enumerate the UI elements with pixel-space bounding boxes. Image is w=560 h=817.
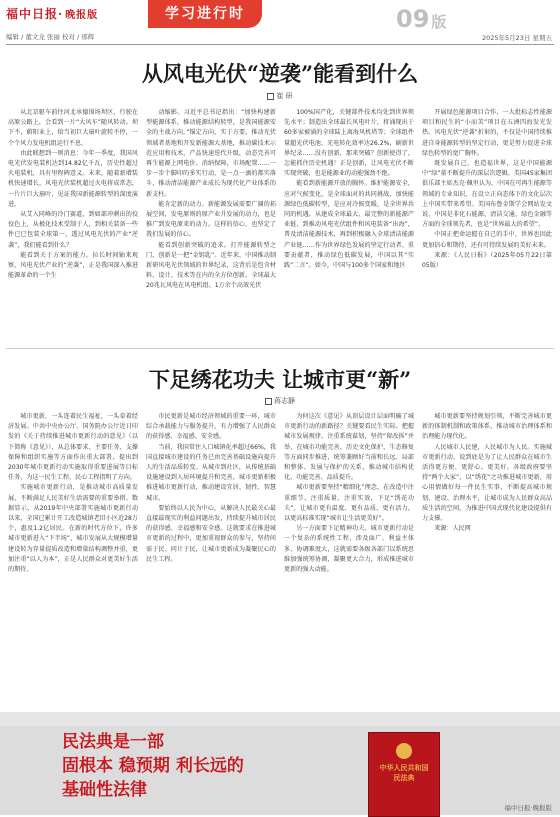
byline-icon: [265, 398, 272, 405]
article2-column-1: 城市更新，一头连着民生福祉，一头牵着经济发展。中共中央办公厅、国务院办公厅近日印发的《关于持续推进城市更新行动的意见》（以下简称《意见》），从总体要求、主要任务、支撑保障和组织实施等方面作出重大部署，提出到2030年城市更新行动实施取得重要进展等目标任务，为这一民生工程、民心工程指明了方向。 实施城市更新行动，是推动城市高质量发展、不断满足人民美好生活需要的重要举措。数据显示，从2019年中央部署实施城市更新行动以来，全国已累计开工改造城镇老旧小区近28万个，惠及1.2亿居民。在新的时代方位下，许多城市更新进入“下半场”，城市发展从大规模增量建设转为存量提质改造和增量结构调整并重，更加注重“以人为本”，正是人民群众对更美好生活的期待。: [8, 413, 138, 574]
masthead: [6, 5, 98, 22]
masthead-edition: 晚报版: [65, 10, 99, 21]
banner-line-3: 基础性法律: [62, 780, 147, 800]
article1-author: 崔 研: [276, 92, 293, 100]
page-header: [0, 0, 560, 48]
page-number: [396, 5, 446, 33]
page-number-label: 版: [431, 13, 447, 31]
article2-headline: 下足绣花功夫 让城市更“新”: [148, 367, 412, 392]
article1-byline: [0, 91, 560, 101]
issue-date: 2025年5月23日 星期五: [481, 34, 552, 42]
page-number-value: 09: [396, 5, 430, 33]
banner-line-2: 固根本 稳预期 利长远的: [62, 756, 244, 776]
national-emblem-icon: [396, 743, 412, 759]
article1-column-2: 动缩影。习近平总书记指出：“加快构建新型能源体系，推动能源结构转型，是我国能源安全的主战方向。”锚定方向，实于方要。推动光伏领域者基地和开发新能源大基地，推动碳技术示范应用和技术，产品快速迭代升级，动态完善可再生能源上网电价、消纳保障、市场配置……一步一步个脚印的多实行动，是一点一滴的都实落斗，推动清洁能源产业成长为现代化产业体系的新支柱。 能肯定新的动力。新能源发展需要广阔的拓展空间，发电原则的原产业升发展的动力，也是推广到发电原来的动力。这样的信心，也坚定了我们发展的信心。 能看到创新突破的追求。打开能源转型之门，创新是一把“金钥匙”。近年来，中国推动制新研风电光伏领域的世界纪录，这背后是包含材料、设计、技术等在内的全方位创新。全球最大20兆瓦风电在风电机组、1万余个高效光伏: [146, 109, 276, 290]
article1-column-4: 开展绿色能源项目合作，一大批标志性能源项目和民生的“小而美”项目在五洲四海发光发热。风电光伏“逆袭”折射的，不仅是中国持续推进自身能源转型的坚定行动，更是努力促进全球绿色转型的宽广胸怀。 既发展自己，也造福世界，这是中国能源中“绿”量不断提升的深层次逻辑。美国4S家集团俱乐部主席杰克·佩里认为，中国在可再生能源等领域的专业知识、在设立正向态体下的文化层次上中国实带来希望。美国布鲁金斯学会网站发文说，中国是非化石能源、清洁交通、绿色金融等方面的全球领先者，也是“世界最大的希望”。 中国正把命运握在自己的手中，世界也因此更加信心和期待，还有可持续发展的美好未来。 来源：《人民日报》（2025年05月22日第05版）: [422, 109, 552, 270]
masthead-title: 福中日报·: [6, 7, 64, 21]
article1-headline: 从风电光伏“逆袭”能看到什么: [141, 61, 419, 86]
header-divider: [6, 44, 554, 45]
banner-stripe: [0, 712, 560, 726]
article1-body: [8, 108, 552, 342]
article1-column-1: 从北京驱车前往河北承德围场坝区，行驶在高原公路上，会看到一片“大风车”随风转动。坝下不，蔚阳业上，给当初巨大扇叶旋转不停，一个个风力发电机组运行不息。 由此联想到一则消息：今年一季度，我国风电光伏发电装机达到14.82亿千瓦，历史性超过火电装机，具有里程碑意义。未来，随着新增装机快速增长，风电光伏装机超过火电将成常态，一片片巨大扇叶，见证我国新能源转型的深度演进。 从艾入同峰的冷门赛道，到如部冲刺出的佼佼色上，从极化技术受制于人，到相关装备一些件已已包装全球第一，透过风电光伏的产业“逆袭”，我们能看到什么？ 能看到关于方案的能力。拉长时间轴来观察，风电光伏产业的“逆袭”，正是我国深入推进能源革命的一个生: [8, 109, 138, 280]
banner-line-1: 民法典是一部: [62, 732, 164, 752]
article-divider: [6, 348, 554, 349]
byline-icon: [267, 93, 274, 100]
article2-byline: [0, 396, 560, 406]
article2-body: [8, 412, 552, 702]
article2-column-2: 市民更新是城市经济领域的重要一环，城市综合承载能力与服务提升，有力增强了人民群众的获得感、幸福感、安全感。 当前，我国常住人口城镇化率超过66%，我国直接城市建设的任务已由完善基础设施向提升人的生活品质转变。从城市到社区，从传统基础设施建设到人居环境提升和完善，城市更新积极推进城市更新行动，推动建设宜居、韧性、智慧城市。 要始终以人民为中心，从解决人民最关心最直接最现实的利益问题出发，持续提升城市居民的获得感、幸福感和安全感。这就要求在推进城市更新的过程中，更加重视群众的参与，坚持问需于民、问计于民，让城市更新成为凝聚民心的民生工程。: [146, 413, 276, 563]
article2-column-4: 城市更新要坚持规划引领，不断完善城市更新的体制机制和政策体系，推动城市治理体系和治理能力现代化。 人民城市人民建，人民城市为人民。实施城市更新行动，说到底是为了让人民群众在城市生活得更方便、更舒心、更美好。各级政府要坚持“两个大家”，以“绣花”之功推进城市更新，用心用情做好每一件民生实事，不断提高城市规划、建设、治理水平，让城市成为人民群众高品质生活的空间，为推进中国式现代化建设提供有力支撑。 来源：人民网: [422, 413, 552, 533]
article1-column-3: 100%国产化，关键部件技术均处到世界领先水平；制造出全球最长风电叶片，将涌现出于60多家被涌的全球陆上离海风机塔等；全球组件量超光伏电池、光电转化效率达26.2%，刷新世界纪录……没有创新，那来突破？创新使得了，怎能抓住历史机遇！正是创新，让风电光伏不断实现突破，也是能源业的动能强劲不绝。 能看到新能源开放的胸怀。维护能源安全，应对气候变化，是全球面对的共同挑战，加快能源绿色低碳转型，是应对冷候变暖，是全世界共同的机遇。从建成全球最大、最完整的新能源产业链，到推动风电光伏组件和风电装备“出海”，普及清洁能源技术，再到积极融入全球清洁能源产业链……作为世界绿色发展的坚定行动者、重要贡献者，推动绿色低碳发展，中国以其“实践”二言”。如今，中国与100多个国家和地区: [284, 109, 414, 270]
article2-author: 蒋志静: [274, 397, 295, 405]
civil-code-book: [368, 732, 440, 817]
footer-label: 福中日报·晚报版: [504, 804, 552, 812]
editor-credits: 编辑 / 董文龙 张丽 校对 / 邢辉: [6, 33, 95, 41]
section-title: 学习进行时: [148, 0, 262, 28]
article2-column-3: 为何这次《意见》从顶层设计层面明确了城市更新行动的新路径？关键要看民生实际。把握城市发展规律，注重系统谋划，坚持“留改拆”并举，在城市功能完善、历史文化保护、生态修复等方面同步推进，统筹兼顾好当前和长远、局部和整体、发展与保护的关系，推动城市结构优化、功能完善、品质提升。 城市更新要坚持“精细化”理念，在改造中注重细节、注重质量、注重实效，下足“绣花功夫”，让城市更有温度、更有品质、更有活力，以更高标准实现“城市让生活更美好”。 另一方面要下足精神功夫。城市更新行动是一个复杂的系统性工程，涉及面广、利益主体多、协调难度大，这就需要各级各部门以系统思维加强统筹协调，凝聚更大合力，形成推进城市更新的强大动能。: [284, 413, 414, 574]
book-title: 中华人民共和国 民法典: [379, 764, 429, 782]
